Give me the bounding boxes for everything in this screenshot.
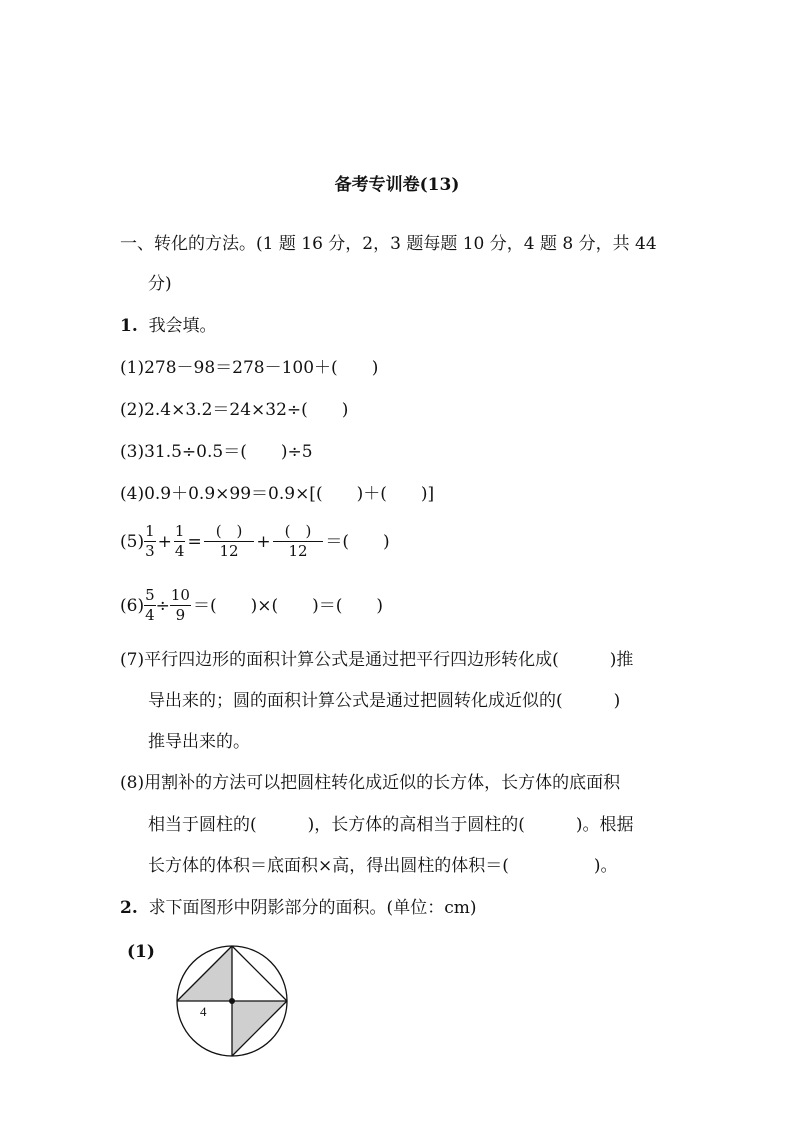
section-1-heading: 一、转化的方法。(1 题 16 分，2，3 题每题 10 分，4 题 8 分，共 44	[120, 234, 657, 254]
section-1-heading-cont: 分)	[148, 274, 172, 294]
fraction-one-quarter: $\frac{1}{4}$	[174, 522, 185, 560]
question-1-number: 1.	[120, 316, 138, 336]
plus-sign: +	[157, 531, 172, 552]
fraction-ten-ninths: $\frac{10}{9}$	[170, 586, 190, 624]
question-2-number: 2.	[120, 898, 138, 918]
fraction-one-third: $\frac{1}{3}$	[145, 522, 155, 560]
q1-item-2: (2)2.4×3.2＝24×32÷( )	[120, 400, 349, 420]
fraction-blank-twelfths-b: $\frac{( )}{12}$	[273, 522, 324, 561]
item-5-answer: ＝( )	[325, 531, 390, 552]
q1-item-8-line-3: 长方体的体积＝底面积×高，得出圆柱的体积＝( )。	[148, 856, 618, 876]
center-point	[229, 998, 235, 1004]
divide-sign: ÷	[155, 595, 170, 616]
item-5-label: (5)	[120, 531, 145, 552]
page-title: 备考专训卷(13)	[334, 175, 460, 195]
question-2-text: 求下面图形中阴影部分的面积。(单位：cm)	[148, 898, 477, 918]
chord-top-right	[232, 946, 287, 1001]
q1-item-6	[120, 586, 385, 625]
q1-item-8-line-1: (8)用割补的方法可以把圆柱转化成近似的长方体，长方体的底面积	[120, 773, 621, 793]
circle-shaded-figure	[170, 940, 295, 1062]
equals-sign: =	[187, 531, 202, 552]
q1-item-7-line-2: 导出来的；圆的面积计算公式是通过把圆转化成近似的( )	[148, 691, 621, 711]
q1-item-4: (4)0.9＋0.9×99＝0.9×[( )＋( )]	[120, 484, 435, 504]
item-6-label: (6)	[120, 595, 145, 616]
plus-sign-2: +	[256, 531, 271, 552]
fraction-blank-twelfths-a: $\frac{( )}{12}$	[204, 522, 255, 561]
question-2-heading	[120, 896, 476, 920]
q1-item-5	[120, 522, 392, 561]
q1-item-7-line-3: 推导出来的。	[148, 732, 250, 752]
q1-item-1: (1)278－98＝278－100＋( )	[120, 358, 379, 378]
figure-1-label: (1)	[127, 942, 155, 962]
question-1-text: 我会填。	[148, 316, 217, 336]
radius-label: 4	[200, 1004, 207, 1019]
item-6-answer: ＝( )×( )＝( )	[192, 595, 384, 616]
q1-item-8-line-2: 相当于圆柱的( )，长方体的高相当于圆柱的( )。根据	[148, 815, 634, 835]
q1-item-7-line-1: (7)平行四边形的面积计算公式是通过把平行四边形转化成( )推	[120, 650, 634, 670]
fraction-five-quarters: $\frac{5}{4}$	[145, 586, 155, 624]
question-1-heading	[120, 314, 217, 338]
q1-item-3: (3)31.5÷0.5＝( )÷5	[120, 442, 313, 462]
